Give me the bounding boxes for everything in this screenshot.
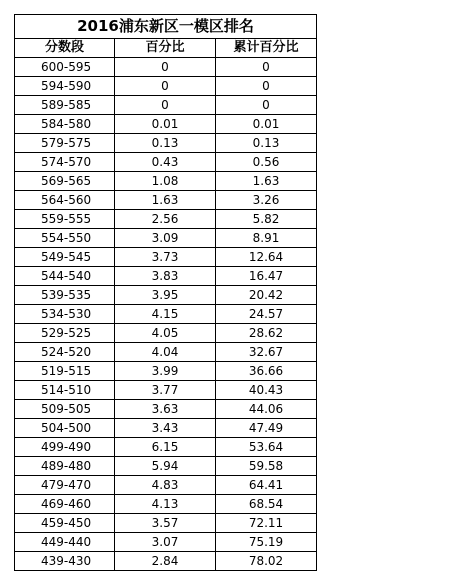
cell-score-range: 509-505 [15,400,115,419]
table-row [15,96,317,115]
table-row [15,419,317,438]
cell-cumulative-percentage: 24.57 [216,305,317,324]
cell-score-range: 539-535 [15,286,115,305]
cell-score-range: 594-590 [15,77,115,96]
cell-cumulative-percentage: 68.54 [216,495,317,514]
cell-percentage: 0.43 [115,153,216,172]
table-row [15,172,317,191]
table-row [15,191,317,210]
cell-percentage: 6.15 [115,438,216,457]
cell-cumulative-percentage: 47.49 [216,419,317,438]
cell-cumulative-percentage: 0.01 [216,115,317,134]
cell-percentage: 2.84 [115,552,216,571]
table-title: 2016浦东新区一模区排名 [15,15,317,39]
cell-score-range: 459-450 [15,514,115,533]
cell-cumulative-percentage: 59.58 [216,457,317,476]
cell-percentage: 0.13 [115,134,216,153]
cell-score-range: 600-595 [15,58,115,77]
cell-score-range: 519-515 [15,362,115,381]
cell-percentage: 3.95 [115,286,216,305]
cell-score-range: 554-550 [15,229,115,248]
cell-score-range: 479-470 [15,476,115,495]
cell-percentage: 0 [115,58,216,77]
cell-percentage: 4.05 [115,324,216,343]
table-row [15,229,317,248]
cell-cumulative-percentage: 36.66 [216,362,317,381]
cell-percentage: 1.63 [115,191,216,210]
cell-score-range: 489-480 [15,457,115,476]
header-row [15,39,317,58]
cell-percentage: 1.08 [115,172,216,191]
cell-cumulative-percentage: 32.67 [216,343,317,362]
cell-score-range: 544-540 [15,267,115,286]
table-row [15,267,317,286]
table-row [15,343,317,362]
cell-cumulative-percentage: 44.06 [216,400,317,419]
table-row [15,115,317,134]
cell-score-range: 504-500 [15,419,115,438]
cell-score-range: 529-525 [15,324,115,343]
table-row [15,286,317,305]
cell-cumulative-percentage: 0 [216,96,317,115]
cell-percentage: 3.99 [115,362,216,381]
cell-percentage: 3.09 [115,229,216,248]
cell-cumulative-percentage: 64.41 [216,476,317,495]
cell-cumulative-percentage: 40.43 [216,381,317,400]
cell-percentage: 3.43 [115,419,216,438]
cell-score-range: 584-580 [15,115,115,134]
cell-percentage: 0.01 [115,115,216,134]
cell-cumulative-percentage: 0 [216,58,317,77]
cell-cumulative-percentage: 75.19 [216,533,317,552]
table-row [15,58,317,77]
cell-percentage: 3.57 [115,514,216,533]
cell-score-range: 549-545 [15,248,115,267]
cell-cumulative-percentage: 20.42 [216,286,317,305]
cell-cumulative-percentage: 28.62 [216,324,317,343]
table-row [15,248,317,267]
cell-score-range: 469-460 [15,495,115,514]
table-row [15,134,317,153]
cell-cumulative-percentage: 78.02 [216,552,317,571]
header-percentage: 百分比 [115,39,216,58]
table-row [15,457,317,476]
table-row [15,77,317,96]
table-row [15,210,317,229]
cell-percentage: 4.13 [115,495,216,514]
cell-percentage: 3.73 [115,248,216,267]
cell-percentage: 3.07 [115,533,216,552]
cell-percentage: 3.77 [115,381,216,400]
cell-cumulative-percentage: 5.82 [216,210,317,229]
cell-percentage: 0 [115,77,216,96]
table-row [15,533,317,552]
cell-cumulative-percentage: 8.91 [216,229,317,248]
cell-score-range: 589-585 [15,96,115,115]
header-score-range: 分数段 [15,39,115,58]
table-row [15,381,317,400]
cell-score-range: 524-520 [15,343,115,362]
table-row [15,476,317,495]
cell-score-range: 574-570 [15,153,115,172]
cell-score-range: 564-560 [15,191,115,210]
cell-score-range: 569-565 [15,172,115,191]
cell-cumulative-percentage: 0.13 [216,134,317,153]
cell-percentage: 4.04 [115,343,216,362]
table-row [15,514,317,533]
ranking-table [14,14,317,571]
cell-percentage: 3.83 [115,267,216,286]
cell-cumulative-percentage: 0.56 [216,153,317,172]
cell-cumulative-percentage: 12.64 [216,248,317,267]
cell-percentage: 3.63 [115,400,216,419]
cell-score-range: 579-575 [15,134,115,153]
table-row [15,495,317,514]
cell-cumulative-percentage: 72.11 [216,514,317,533]
cell-score-range: 499-490 [15,438,115,457]
cell-percentage: 2.56 [115,210,216,229]
cell-cumulative-percentage: 16.47 [216,267,317,286]
cell-score-range: 514-510 [15,381,115,400]
cell-score-range: 534-530 [15,305,115,324]
cell-cumulative-percentage: 53.64 [216,438,317,457]
cell-percentage: 4.15 [115,305,216,324]
cell-score-range: 439-430 [15,552,115,571]
cell-score-range: 449-440 [15,533,115,552]
cell-percentage: 4.83 [115,476,216,495]
table-row [15,552,317,571]
table-row [15,400,317,419]
cell-percentage: 0 [115,96,216,115]
cell-cumulative-percentage: 3.26 [216,191,317,210]
cell-cumulative-percentage: 0 [216,77,317,96]
table-row [15,305,317,324]
title-row [15,15,317,39]
cell-score-range: 559-555 [15,210,115,229]
cell-cumulative-percentage: 1.63 [216,172,317,191]
table-row [15,324,317,343]
cell-percentage: 5.94 [115,457,216,476]
table-row [15,362,317,381]
header-cumulative-percentage: 累计百分比 [216,39,317,58]
table-body [15,58,317,571]
table-row [15,438,317,457]
table-row [15,153,317,172]
